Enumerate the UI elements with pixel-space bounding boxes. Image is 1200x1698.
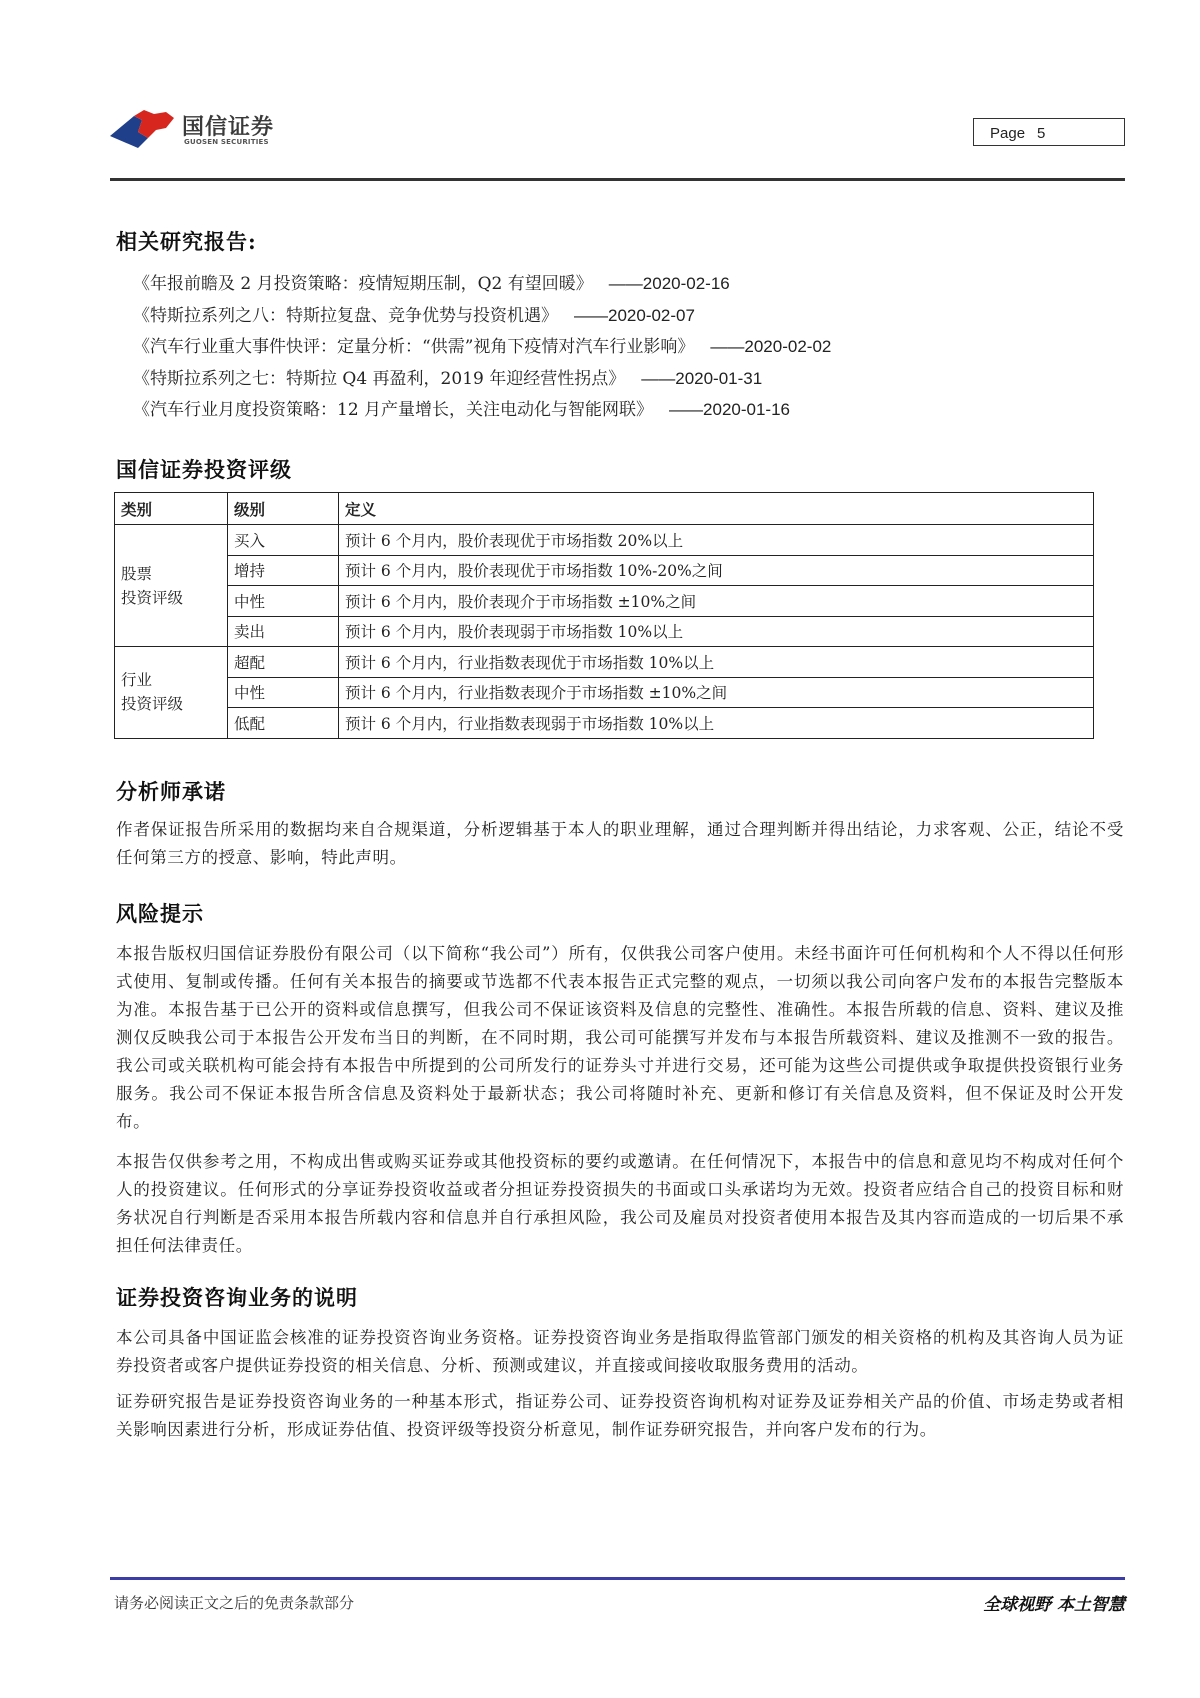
related-report-item[interactable] [133,363,831,395]
report-date: ——2020-02-02 [710,337,832,356]
rating-section-title: 国信证券投资评级 [116,457,292,482]
logo-chinese-name: 国信证券 [182,115,275,140]
footer-disclaimer-note: 请务必阅读正文之后的免责条款部分 [114,1594,355,1612]
related-reports-title: 相关研究报告: [116,229,257,254]
rating-table [114,492,1094,739]
rating-level: 中性 [228,677,339,708]
header-level: 级别 [228,493,339,525]
rating-definition: 预计 6 个月内，股价表现介于市场指数 ±10%之间 [339,586,1094,617]
header-divider [110,178,1125,181]
rating-level: 中性 [228,586,339,617]
risk-notice-paragraph: 本报告版权归国信证券股份有限公司（以下简称“我公司”）所有，仅供我公司客户使用。未经书面许可任何机构和个人不得以任何形式使用、复制或传播。任何有关本报告的摘要或节选都不代表本报告正式完整的观点，一切须以我公司向客户发布的本报告完整版本为准。本报告基于已公开的资料或信息撰写，但我公司不保证该资料及信息的完整性、准确性。本报告所载的信息、资料、建议及推测仅反映我公司于本报告公开发布当日的判断，在不同时期，我公司可能撰写并发布与本报告所载资料、建议及推测不一致的报告。我公司或关联机构可能会持有本报告中所提到的公司所发行的证券头寸并进行交易，还可能为这些公司提供或争取提供投资银行业务服务。我公司不保证本报告所含信息及资料处于最新状态；我公司将随时补充、更新和修订有关信息及资料，但不保证及时公开发布。 [116,944,1124,1131]
related-reports-list [133,268,831,426]
table-row [115,555,1094,586]
analyst-commitment-text: 作者保证报告所采用的数据均来自合规渠道，分析逻辑基于本人的职业理解，通过合理判断并得出结论，力求客观、公正，结论不受任何第三方的授意、影响，特此声明。 [116,820,1124,867]
footer-divider [110,1577,1125,1580]
category-stock [115,525,228,647]
report-title: 《年报前瞻及 2 月投资策略：疫情短期压制，Q2 有望回暖》 [133,274,593,294]
table-row [115,586,1094,617]
risk-notice-paragraph: 本报告仅供参考之用，不构成出售或购买证券或其他投资标的要约或邀请。在任何情况下，本报告中的信息和意见均不构成对任何个人的投资建议。任何形式的分享证券投资收益或者分担证券投资损失的书面或口头承诺均为无效。投资者应结合自己的投资目标和财务状况自行判断是否采用本报告所载内容和信息并自行承担风险，我公司及雇员对投资者使用本报告及其内容而造成的一切后果不承担任何法律责任。 [116,1152,1124,1255]
table-row [115,677,1094,708]
report-date: ——2020-02-16 [608,274,730,293]
report-date: ——2020-01-16 [669,400,791,419]
report-title: 《汽车行业月度投资策略：12 月产量增长，关注电动化与智能网联》 [133,400,654,420]
advisory-business-title: 证券投资咨询业务的说明 [116,1285,358,1310]
rating-definition: 预计 6 个月内，行业指数表现优于市场指数 10%以上 [339,647,1094,678]
rating-definition: 预计 6 个月内，行业指数表现弱于市场指数 10%以上 [339,708,1094,739]
table-row [115,616,1094,647]
table-header-row [115,493,1094,525]
category-line: 投资评级 [121,588,184,607]
rating-level: 买入 [228,525,339,556]
related-report-item[interactable] [133,268,831,300]
rating-level: 卖出 [228,616,339,647]
related-report-item[interactable] [133,394,831,426]
related-report-item[interactable] [133,331,831,363]
risk-notice-title: 风险提示 [116,901,204,926]
report-date: ——2020-01-31 [641,368,763,388]
table-row [115,647,1094,678]
footer-slogan: 全球视野 本土智慧 [983,1595,1125,1615]
report-title: 《特斯拉系列之七：特斯拉 Q4 再盈利，2019 年迎经营性拐点》 [133,368,626,389]
rating-level: 低配 [228,708,339,739]
page-label: Page [990,125,1026,142]
rating-definition: 预计 6 个月内，股价表现弱于市场指数 10%以上 [339,616,1094,647]
rating-definition: 预计 6 个月内，股价表现优于市场指数 20%以上 [339,525,1094,556]
category-line: 股票 [121,564,153,583]
logo-english-name: GUOSEN SECURITIES [184,138,269,146]
advisory-business-paragraph: 证券研究报告是证券投资咨询业务的一种基本形式，指证券公司、证券投资咨询机构对证券及证券相关产品的价值、市场走势或者相关影响因素进行分析，形成证券估值、投资评级等投资分析意见，制作证券研究报告，并向客户发布的行为。 [116,1392,1124,1439]
category-line: 行业 [121,671,153,690]
page-indicator [973,118,1125,146]
logo-mark-icon [108,106,178,150]
company-logo [108,104,288,154]
report-date: ——2020-02-07 [574,305,695,325]
rating-level: 增持 [228,555,339,586]
rating-level: 超配 [228,647,339,678]
advisory-business-paragraph: 本公司具备中国证监会核准的证券投资咨询业务资格。证券投资咨询业务是指取得监管部门颁发的相关资格的机构及其咨询人员为证券投资者或客户提供证券投资的相关信息、分析、预测或建议，并直接或间接收取服务费用的活动。 [116,1328,1124,1375]
header-definition: 定义 [339,493,1094,525]
category-line: 投资评级 [121,695,184,714]
table-row [115,525,1094,556]
rating-definition: 预计 6 个月内，股价表现优于市场指数 10%-20%之间 [339,555,1094,586]
table-row [115,708,1094,739]
related-report-item[interactable] [133,300,831,332]
header-category: 类别 [115,493,228,525]
analyst-commitment-title: 分析师承诺 [116,779,226,804]
report-title: 《特斯拉系列之八：特斯拉复盘、竞争优势与投资机遇》 [133,305,558,326]
report-title: 《汽车行业重大事件快评：定量分析：“供需”视角下疫情对汽车行业影响》 [133,337,695,357]
rating-definition: 预计 6 个月内，行业指数表现介于市场指数 ±10%之间 [339,677,1094,708]
page-number: 5 [1037,125,1046,142]
category-industry [115,647,228,739]
